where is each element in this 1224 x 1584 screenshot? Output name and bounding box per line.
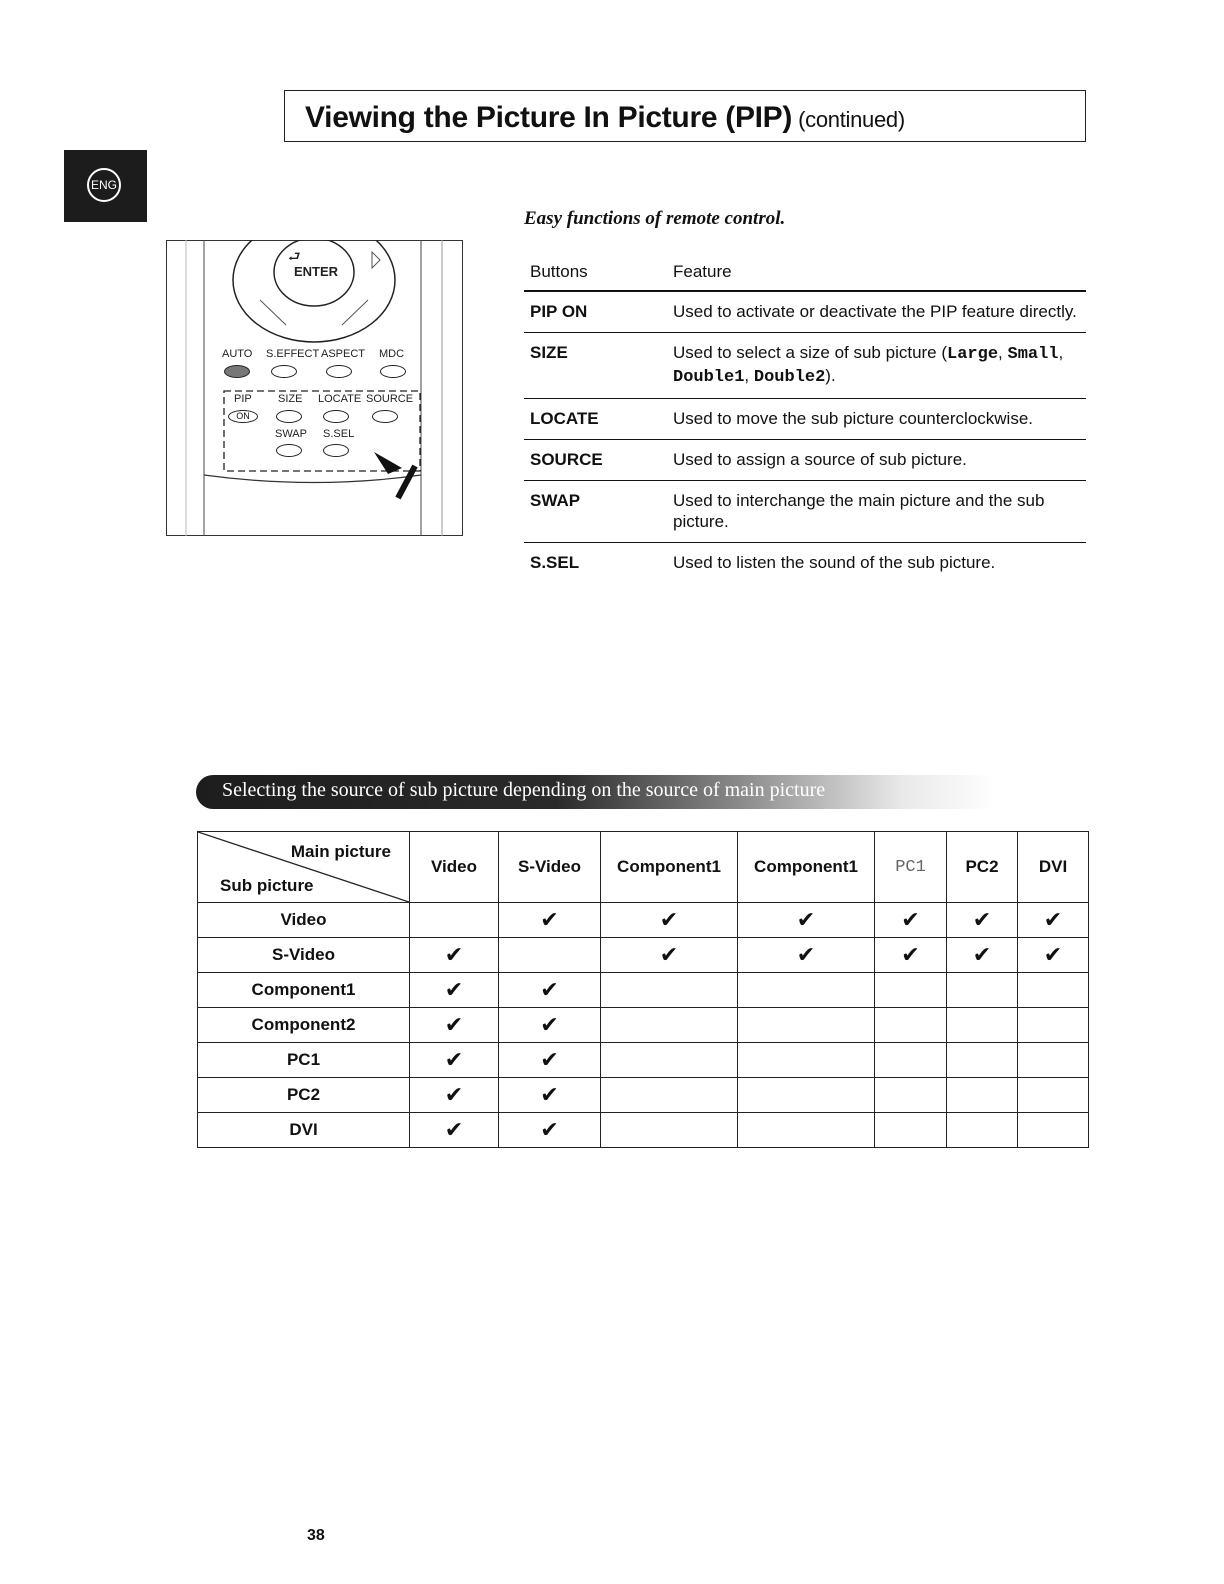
empty-cell xyxy=(947,1078,1018,1113)
column-header: Component1 xyxy=(738,832,875,903)
empty-cell xyxy=(1018,1043,1089,1078)
feature-description: Used to select a size of sub picture (Large, Small, Double1, Double2). xyxy=(667,333,1086,399)
row-header: S-Video xyxy=(198,938,410,973)
s-effect-button[interactable] xyxy=(271,365,297,378)
main-picture-label: Main picture xyxy=(290,842,391,861)
size-button[interactable] xyxy=(276,410,302,423)
empty-cell xyxy=(601,973,738,1008)
feature-header: Feature xyxy=(667,256,1086,291)
empty-cell xyxy=(875,1078,947,1113)
row-header: Component1 xyxy=(198,973,410,1008)
empty-cell xyxy=(947,973,1018,1008)
size-option: Large xyxy=(947,345,999,364)
check-mark-cell: ✔ xyxy=(499,1078,601,1113)
pip-label: PIP xyxy=(234,393,252,405)
row-header: PC1 xyxy=(198,1043,410,1078)
check-mark-cell: ✔ xyxy=(738,903,875,938)
mdc-button[interactable] xyxy=(380,365,406,378)
size-option: Double2 xyxy=(753,368,826,387)
swap-button[interactable] xyxy=(276,444,302,457)
empty-cell xyxy=(601,1043,738,1078)
size-option: Small xyxy=(1007,345,1059,364)
table-row xyxy=(524,481,1086,543)
table-row xyxy=(198,1008,1089,1043)
check-mark-cell: ✔ xyxy=(410,1008,499,1043)
size-label: SIZE xyxy=(278,393,303,405)
row-header: Video xyxy=(198,903,410,938)
column-header: DVI xyxy=(1018,832,1089,903)
check-mark-cell: ✔ xyxy=(499,1113,601,1148)
check-mark-cell: ✔ xyxy=(875,938,947,973)
check-mark-cell: ✔ xyxy=(601,903,738,938)
empty-cell xyxy=(601,1113,738,1148)
feature-description: Used to assign a source of sub picture. xyxy=(667,440,1086,481)
page-title-box xyxy=(284,90,1086,142)
empty-cell xyxy=(738,1043,875,1078)
locate-button[interactable] xyxy=(323,410,349,423)
section-title: Selecting the source of sub picture depending on the source of main picture xyxy=(222,779,826,801)
empty-cell xyxy=(410,903,499,938)
table-row xyxy=(198,903,1089,938)
check-mark-cell: ✔ xyxy=(499,973,601,1008)
corner-header xyxy=(198,832,410,903)
empty-cell xyxy=(738,973,875,1008)
source-button[interactable] xyxy=(372,410,398,423)
empty-cell xyxy=(1018,1078,1089,1113)
remote-functions-table xyxy=(524,256,1086,583)
table-row xyxy=(524,333,1086,399)
empty-cell xyxy=(601,1078,738,1113)
table-row xyxy=(198,1113,1089,1148)
check-mark-cell: ✔ xyxy=(499,903,601,938)
row-header: DVI xyxy=(198,1113,410,1148)
remote-control-illustration xyxy=(166,240,463,536)
button-name: SIZE xyxy=(524,333,667,399)
check-mark-cell: ✔ xyxy=(410,1043,499,1078)
page-title: Viewing the Picture In Picture (PIP) (continued) xyxy=(305,101,905,134)
empty-cell xyxy=(947,1113,1018,1148)
auto-label: AUTO xyxy=(222,348,253,360)
auto-button[interactable] xyxy=(224,365,250,378)
feature-description: Used to activate or deactivate the PIP feature directly. xyxy=(667,291,1086,333)
empty-cell xyxy=(947,1008,1018,1043)
check-mark-cell: ✔ xyxy=(875,903,947,938)
enter-button-label: ENTER xyxy=(294,264,339,279)
check-mark-cell: ✔ xyxy=(499,1008,601,1043)
check-mark-cell: ✔ xyxy=(410,973,499,1008)
table-row xyxy=(198,1043,1089,1078)
column-header: PC1 xyxy=(875,832,947,903)
row-header: Component2 xyxy=(198,1008,410,1043)
table-row xyxy=(198,973,1089,1008)
aspect-label: ASPECT xyxy=(321,348,366,360)
table-header-row xyxy=(524,256,1086,291)
row-header: PC2 xyxy=(198,1078,410,1113)
button-name: SWAP xyxy=(524,481,667,543)
page-number: 38 xyxy=(307,1527,325,1544)
s-sel-button[interactable] xyxy=(323,444,349,457)
feature-description: Used to move the sub picture counterclockwise. xyxy=(667,399,1086,440)
check-mark-cell: ✔ xyxy=(601,938,738,973)
empty-cell xyxy=(875,1113,947,1148)
empty-cell xyxy=(875,1043,947,1078)
check-mark-cell: ✔ xyxy=(1018,938,1089,973)
check-mark-cell: ✔ xyxy=(947,938,1018,973)
column-header: S-Video xyxy=(499,832,601,903)
sub-picture-label: Sub picture xyxy=(220,876,314,895)
pip-on-button[interactable]: ON xyxy=(228,410,258,423)
language-badge-label: ENG xyxy=(87,168,121,202)
buttons-header: Buttons xyxy=(524,256,667,291)
easy-functions-title: Easy functions of remote control. xyxy=(524,208,786,229)
button-name: S.SEL xyxy=(530,553,580,572)
feature-description: Used to listen the sound of the sub picture. xyxy=(673,553,996,572)
check-mark-cell: ✔ xyxy=(947,903,1018,938)
swap-label: SWAP xyxy=(275,428,307,440)
empty-cell xyxy=(1018,1113,1089,1148)
check-mark-cell: ✔ xyxy=(738,938,875,973)
empty-cell xyxy=(1018,1008,1089,1043)
section-banner xyxy=(196,775,996,809)
table-row xyxy=(524,291,1086,333)
empty-cell xyxy=(947,1043,1018,1078)
table-row xyxy=(524,440,1086,481)
table-row xyxy=(524,543,1086,584)
enter-icon: ⮐ xyxy=(288,248,301,264)
mdc-label: MDC xyxy=(379,348,405,360)
s-effect-label: S.EFFECT xyxy=(266,348,320,360)
empty-cell xyxy=(601,1008,738,1043)
table-row xyxy=(198,1078,1089,1113)
empty-cell xyxy=(738,1113,875,1148)
remote-outline xyxy=(166,240,463,536)
check-mark-cell: ✔ xyxy=(410,938,499,973)
empty-cell xyxy=(875,973,947,1008)
source-label: SOURCE xyxy=(366,393,414,405)
empty-cell xyxy=(875,1008,947,1043)
column-header: Component1 xyxy=(601,832,738,903)
check-mark-cell: ✔ xyxy=(1018,903,1089,938)
table-row xyxy=(198,938,1089,973)
column-header: Video xyxy=(410,832,499,903)
size-option: Double1 xyxy=(673,368,745,387)
empty-cell xyxy=(499,938,601,973)
check-mark-cell: ✔ xyxy=(410,1113,499,1148)
language-badge xyxy=(64,150,147,222)
column-header: PC2 xyxy=(947,832,1018,903)
source-compatibility-table xyxy=(197,831,1089,1148)
table-header-row xyxy=(198,832,1089,903)
empty-cell xyxy=(1018,973,1089,1008)
button-name: LOCATE xyxy=(524,399,667,440)
empty-cell xyxy=(738,1078,875,1113)
button-name: SOURCE xyxy=(524,440,667,481)
empty-cell xyxy=(738,1008,875,1043)
feature-description: Used to interchange the main picture and the sub picture. xyxy=(667,481,1086,543)
check-mark-cell: ✔ xyxy=(410,1078,499,1113)
s-sel-label: S.SEL xyxy=(323,428,355,440)
table-row xyxy=(524,399,1086,440)
aspect-button[interactable] xyxy=(326,365,352,378)
check-mark-cell: ✔ xyxy=(499,1043,601,1078)
locate-label: LOCATE xyxy=(318,393,362,405)
page-title-suffix: (continued) xyxy=(798,107,905,132)
button-name: PIP ON xyxy=(524,291,667,333)
